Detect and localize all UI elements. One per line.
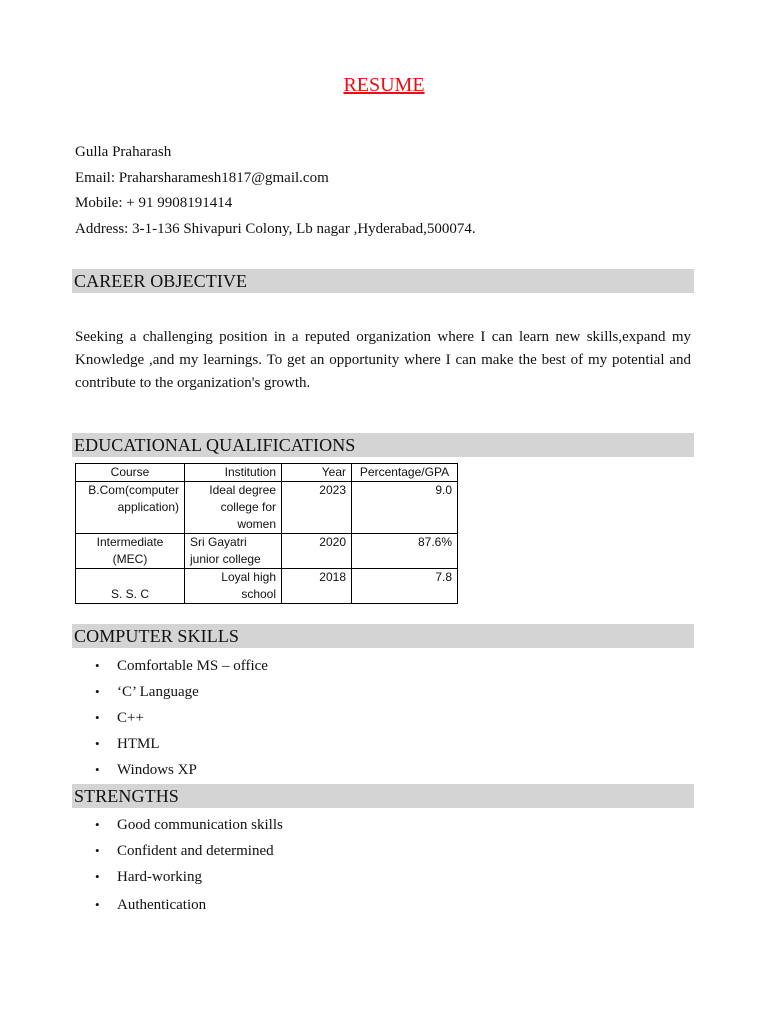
table-row xyxy=(76,569,458,604)
cell-course: B.Com(computer application) xyxy=(76,482,185,534)
resume-title: RESUME xyxy=(343,74,425,96)
mobile-line: Mobile: + 91 9908191414 xyxy=(75,195,233,211)
bullet-icon: • xyxy=(95,684,100,699)
education-heading: EDUCATIONAL QUALIFICATIONS xyxy=(72,433,694,457)
career-objective-text: Seeking a challenging position in a reputed organization where I can learn new skills,expand my Knowledge ,and my learnings. To get an opportunity where I can make the best of my potential and contribute to the organization's growth. xyxy=(75,329,691,391)
list-item: • Authentication xyxy=(95,897,207,913)
bullet-icon: • xyxy=(95,762,100,777)
col-year: Year xyxy=(282,464,352,482)
list-item: • HTML xyxy=(95,736,160,752)
address-line: Address: 3-1-136 Shivapuri Colony, Lb nagar ,Hyderabad,500074. xyxy=(75,220,476,237)
cell-percentage: 87.6% xyxy=(352,534,458,569)
cell-institution: Sri Gayatri junior college xyxy=(185,534,282,569)
bullet-icon: • xyxy=(95,736,100,751)
cell-year: 2018 xyxy=(282,569,352,604)
cell-course: Intermediate (MEC) xyxy=(76,534,185,569)
contact-block xyxy=(75,140,476,242)
strengths-heading: STRENGTHS xyxy=(72,784,694,808)
list-item: • Confident and determined xyxy=(95,843,274,859)
email-line: Email: Praharsharamesh1817@gmail.com xyxy=(75,169,329,186)
col-percentage: Percentage/GPA xyxy=(352,464,458,482)
bullet-icon: • xyxy=(95,843,100,858)
computer-skills-list xyxy=(95,657,268,787)
list-item: • ‘C’ Language xyxy=(95,684,199,700)
candidate-name: Gulla Praharash xyxy=(75,144,172,160)
list-item: • Hard-working xyxy=(95,869,202,885)
list-item: • Good communication skills xyxy=(95,817,283,833)
table-header-row xyxy=(76,464,458,482)
bullet-icon: • xyxy=(95,710,100,725)
list-item: • C++ xyxy=(95,710,144,726)
career-objective-heading: CAREER OBJECTIVE xyxy=(72,269,694,293)
cell-percentage: 7.8 xyxy=(352,569,458,604)
bullet-icon: • xyxy=(95,897,100,912)
cell-institution: Loyal high school xyxy=(185,569,282,604)
cell-percentage: 9.0 xyxy=(352,482,458,534)
list-item: • Comfortable MS – office xyxy=(95,658,268,674)
cell-year: 2023 xyxy=(282,482,352,534)
cell-year: 2020 xyxy=(282,534,352,569)
table-row xyxy=(76,534,458,569)
cell-course: S. S. C xyxy=(76,569,185,604)
bullet-icon: • xyxy=(95,869,100,884)
computer-skills-heading: COMPUTER SKILLS xyxy=(72,624,694,648)
strengths-list xyxy=(95,816,283,922)
bullet-icon: • xyxy=(95,817,100,832)
cell-institution: Ideal degree college for women xyxy=(185,482,282,534)
col-institution: Institution xyxy=(185,464,282,482)
list-item: • Windows XP xyxy=(95,762,197,778)
col-course: Course xyxy=(76,464,185,482)
education-table xyxy=(75,463,458,604)
table-row xyxy=(76,482,458,534)
bullet-icon: • xyxy=(95,658,100,673)
